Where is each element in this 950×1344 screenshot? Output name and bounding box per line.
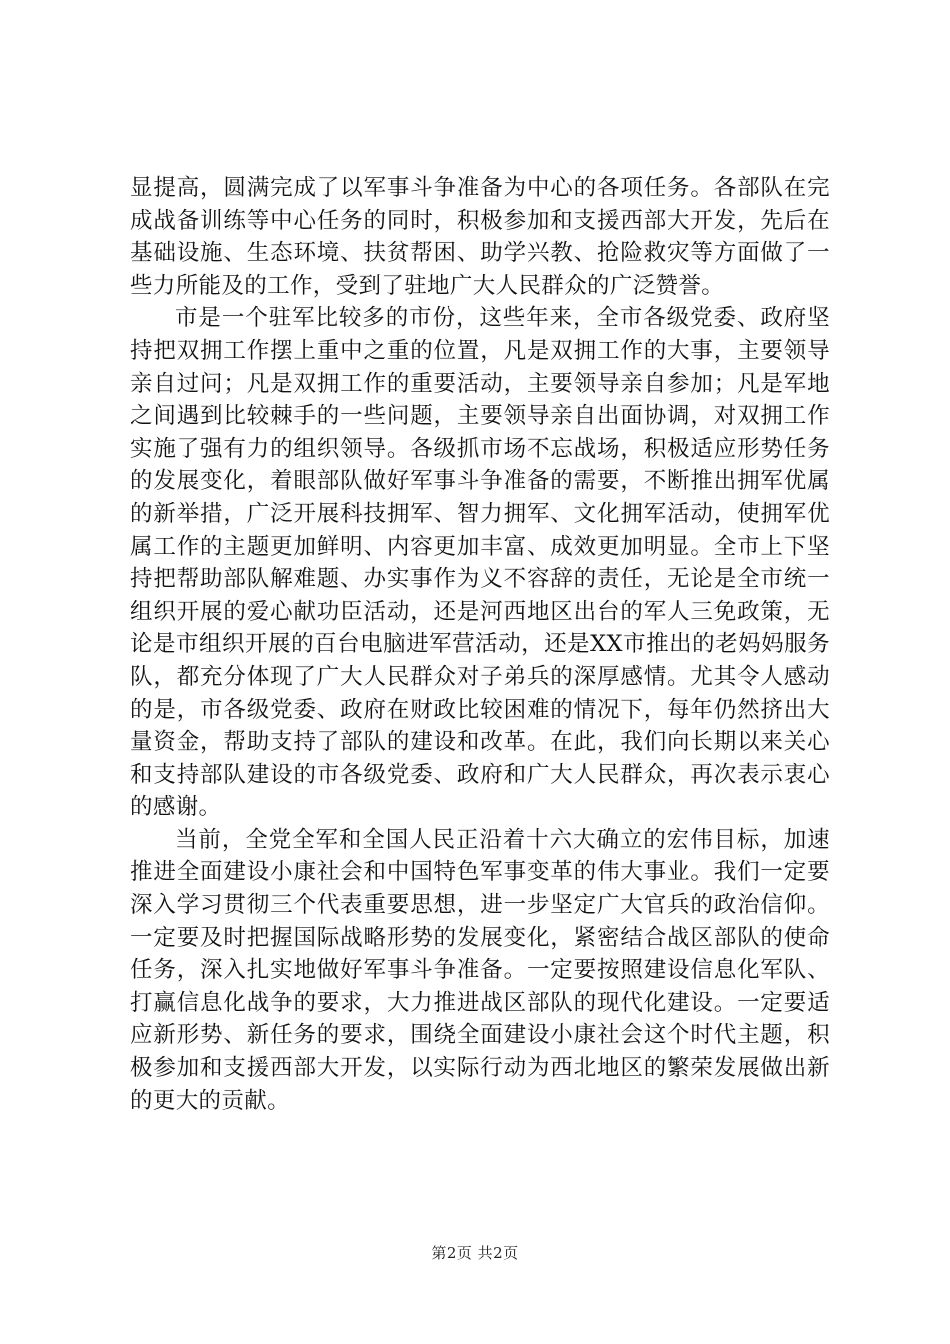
document-body xyxy=(130,172,830,1117)
page-footer: 第2页 共2页 xyxy=(431,1244,519,1262)
paragraph-continuation: 显提高，圆满完成了以军事斗争准备为中心的各项任务。各部队在完成战备训练等中心任务的同时，积极参加和支援西部大开发，先后在基础设施、生态环境、扶贫帮困、助学兴教、抢险救灾等方面做了一些力所能及的工作，受到了驻地广大人民群众的广泛赞誉。 xyxy=(130,175,830,299)
paragraph-current-tasks: 当前，全党全军和全国人民正沿着十六大确立的宏伟目标，加速推进全面建设小康社会和中国特色军事变革的伟大事业。我们一定要深入学习贯彻三个代表重要思想，进一步坚定广大官兵的政治信仰。一定要及时把握国际战略形势的发展变化，紧密结合战区部队的使命任务，深入扎实地做好军事斗争准备。一定要按照建设信息化军队、打赢信息化战争的要求，大力推进战区部队的现代化建设。一定要适应新形势、新任务的要求，围绕全面建设小康社会这个时代主题，积极参加和支援西部大开发，以实际行动为西北地区的繁荣发展做出新的更大的贡献。 xyxy=(130,826,830,1114)
paragraph-support-work: 市是一个驻军比较多的市份，这些年来，全市各级党委、政府坚持把双拥工作摆上重中之重的位置，凡是双拥工作的大事，主要领导亲自过问；凡是双拥工作的重要活动，主要领导亲自参加；凡是军地之间遇到比较棘手的一些问题，主要领导亲自出面协调，对双拥工作实施了强有力的组织领导。各级抓市场不忘战场，积极适应形势任务的发展变化，着眼部队做好军事斗争准备的需要，不断推出拥军优属的新举措，广泛开展科技拥军、智力拥军、文化拥军活动，使拥军优属工作的主题更加鲜明、内容更加丰富、成效更加明显。全市上下坚持把帮助部队解难题、办实事作为义不容辞的责任，无论是全市统一组织开展的爱心献功臣活动，还是河西地区出台的军人三免政策，无论是市组织开展的百台电脑进军营活动，还是XX市推出的老妈妈服务队，都充分体现了广大人民群众对子弟兵的深厚感情。尤其令人感动的是，市各级党委、政府在财政比较困难的情况下，每年仍然挤出大量资金，帮助支持了部队的建设和改革。在此，我们向长期以来关心和支持部队建设的市各级党委、政府和广大人民群众，再次表示衷心的感谢。 xyxy=(130,305,830,821)
